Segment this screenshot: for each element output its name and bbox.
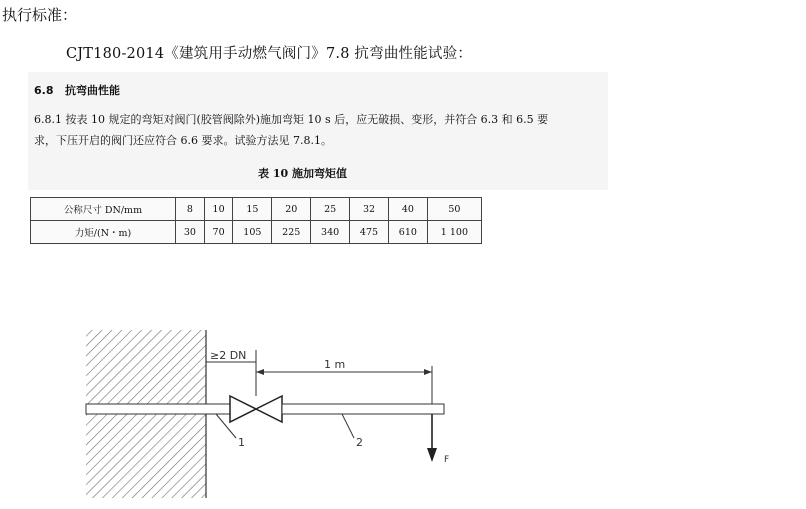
table-cell: 8 [176,198,205,221]
table-row [31,198,482,221]
standard-reference: CJT180-2014《建筑用手动燃气阀门》7.8 抗弯曲性能试验： [66,46,473,62]
row-label-moment: 力矩/(N・m) [31,221,176,244]
table-cell: 40 [388,198,427,221]
section-number: 6.8 [34,84,54,97]
bending-moment-table [30,197,482,245]
table-cell: 475 [350,221,389,244]
section-name: 抗弯曲性能 [65,84,120,97]
table-cell: 30 [176,221,205,244]
table-cell: 610 [388,221,427,244]
table-cell: 32 [350,198,389,221]
extension-pipe [282,404,444,414]
callout-2: 2 [356,436,363,449]
table-cell: 105 [233,221,272,244]
table-cell: 10 [204,198,233,221]
pipe-stub [86,404,230,414]
row-label-nominal-size: 公称尺寸 DN/mm [31,198,176,221]
table-cell: 50 [427,198,481,221]
table-cell: 340 [311,221,350,244]
heading: 执行标准： [2,6,78,24]
valve-icon [230,396,256,422]
table-cell: 20 [272,198,311,221]
clause-text-line-1: 6.8.1 按表 10 规定的弯矩对阀门(胶管阀除外)施加弯矩 10 s 后，应无破损、变形，并符合 6.3 和 6.5 要 [34,113,549,126]
dim-short-label: ≥2 DN [210,349,247,362]
table-cell: 70 [204,221,233,244]
force-label: F [444,455,450,465]
bending-test-diagram [80,322,460,502]
clause-text-line-2: 求，下压开启的阀门还应符合 6.6 要求。试验方法见 7.8.1。 [34,134,332,147]
table-row [31,221,482,244]
dim-long-label: 1 m [324,358,346,371]
table-cell: 25 [311,198,350,221]
section-title [34,82,120,98]
table-cell: 225 [272,221,311,244]
callout-1: 1 [238,436,245,449]
table-title: 表 10 施加弯矩值 [258,167,347,180]
table-cell: 1 100 [427,221,481,244]
table-cell: 15 [233,198,272,221]
